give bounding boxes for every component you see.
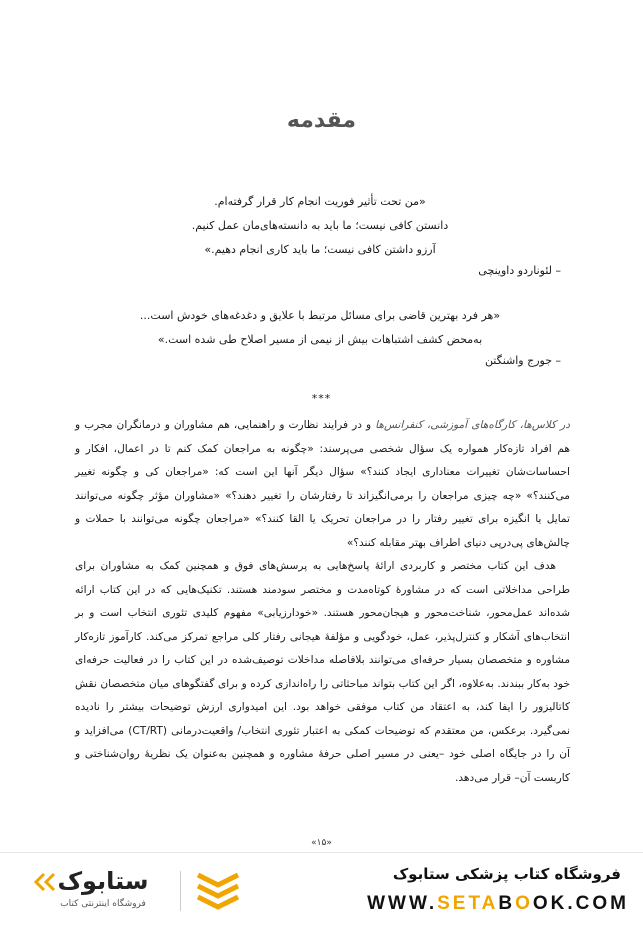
quote-davinci xyxy=(60,190,580,262)
quote-line: دانستن کافی نیست؛ ما باید به دانسته‌های‌مان عمل کنیم. xyxy=(191,219,449,232)
url-accent: SETA xyxy=(437,893,499,914)
url-part: OK.COM xyxy=(532,893,629,914)
url-part: WWW. xyxy=(367,893,438,914)
shop-title: فروشگاه کتاب پزشکی ستابوک xyxy=(392,865,621,883)
logo-divider xyxy=(180,871,181,911)
logo-wordmark: ستابوک xyxy=(57,867,149,895)
section-separator: *** xyxy=(311,392,332,405)
quote-line: «من تحت تأثیر فوریت انجام کار قرار گرفته‌ام. xyxy=(214,195,426,208)
shop-url[interactable] xyxy=(367,893,629,915)
emphasized-phrase: در کلاس‌ها، کارگاه‌های آموزشی، کنفرانس‌ها xyxy=(375,419,570,431)
url-part: B xyxy=(498,893,516,914)
body-text xyxy=(75,414,570,790)
paragraph-2: هدف این کتاب مختصر و کاربردی ارائهٔ پاسخ‌هایی به پرسش‌های فوق و همچنین کمک به مشاوران برای طراحی مداخلاتی است که در مشاورهٔ کوتاه‌مدت و مختصر سودمند هستند. تکنیک‌هایی که در این کتاب ارائه شده‌اند عمل‌محور، شناخت‌محور و هیجان‌محور هستند. «خودارزیابی» مفهوم کلیدی تئوری انتخاب است و بر انتخاب‌های آشکار و کنترل‌پذیر، عمل، خودگویی و مؤلفهٔ هیجانی رفتار کلی مراجع تمرکز می‌کند. کارآموز تازه‌کار مشاوره و متخصصان بسیار حرفه‌ای می‌توانند بلافاصله مداخلات توصیف‌شده در این کتاب را در فعالیت حرفه‌ای خود به‌کار ببندند. به‌علاوه، اگر این کتاب بتواند مباحثاتی را راه‌اندازی کرده و برای گفتگوهای میان متخصصان نقش کاتالیزور را ایفا کند، به اعتقاد من کتاب موفقی خواهد بود. این امیدواری ارزش توضیحات بیشتر را نادیده نمی‌گیرد. برعکس، من معتقدم که توضیحات کمکی به اعتبار تئوری انتخاب/ واقعیت‌درمانی (CT/RT) می‌افزاید و آن را در جایگاه اصلی خود –یعنی در مسیر اصلی حرفهٔ مشاوره و همچنین به‌عنوان یک نظریهٔ روان‌شناختی و کاربست آن– قرار می‌دهد. xyxy=(75,560,570,784)
page-number: «۱۵» xyxy=(311,838,332,848)
logo-subtitle: فروشگاه اینترنتی کتاب xyxy=(60,899,146,909)
url-accent: O xyxy=(515,893,533,914)
store-banner[interactable] xyxy=(0,852,643,927)
paragraph-1 xyxy=(75,414,570,555)
page-title: مقدمه xyxy=(286,108,357,133)
quote-line: «هر فرد بهترین قاضی برای مسائل مرتبط با علایق و دغدغه‌های خودش است... xyxy=(139,309,501,322)
paragraph-text: و در فرایند نظارت و راهنمایی، هم مشاوران و درمانگران مجرب و هم افراد تازه‌کار همواره یک سؤال شخصی می‌پرسند: «چگونه به مراجعان کمک کنم تا در اعمال، افکار و احساسات‌شان تغییرات معناداری ایجاد کنند؟» سؤال دیگر آنها این است که: «مراجعان کی و چگونه تغییر می‌کنند؟» «چه چیزی مراجعان را برمی‌انگیزاند تا رفتارشان را تغییر دهند؟» «مشاوران مؤثر چگونه می‌توانند تمایل یا انگیزه برای تغییر رفتار را در مراجعان تحریک یا القا کنند؟» «مراجعان چگونه می‌توانند با حملات و چالش‌های پی‌درپی دنیای اطراف بهتر مقابله کنند؟» xyxy=(75,419,570,549)
quote-line: آرزو داشتن کافی نیست؛ ما باید کاری انجام دهیم.» xyxy=(204,243,436,256)
quote-washington xyxy=(60,304,580,352)
quote-author-washington: – جورج واشنگتن xyxy=(484,354,561,367)
book-stack-logo-icon xyxy=(192,869,244,913)
quote-line: به‌محض کشف اشتباهات بیش از نیمی از مسیر اصلاح طی شده است.» xyxy=(157,333,483,346)
quote-author-davinci: – لئوناردو داوینچی xyxy=(478,264,561,277)
